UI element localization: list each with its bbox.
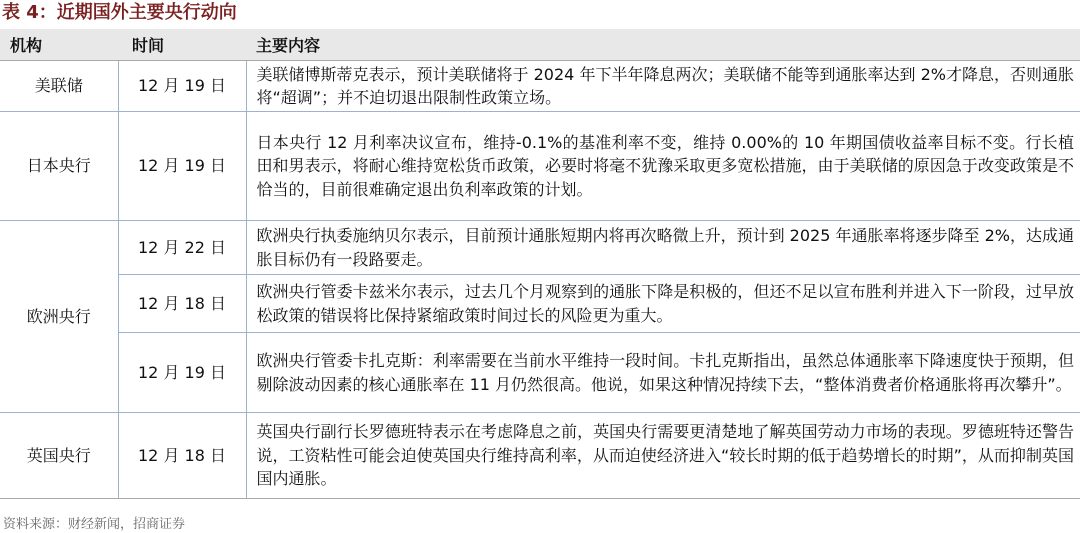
org-cell: 日本央行 [0, 112, 118, 221]
table-row [0, 275, 1080, 333]
content-cell: 欧洲央行管委卡兹米尔表示，过去几个月观察到的通胀下降是积极的，但还不足以宣布胜利并进入下一阶段，过早放松政策的错误将比保持紧缩政策时间过长的风险更为重大。 [246, 275, 1080, 333]
date-cell: 12 月 18 日 [118, 413, 246, 499]
table-header-row [0, 29, 1080, 61]
org-cell: 英国央行 [0, 413, 118, 499]
table-row [0, 221, 1080, 275]
content-cell: 欧洲央行管委卡扎克斯：利率需要在当前水平维持一段时间。卡扎克斯指出，虽然总体通胀率下降速度快于预期，但剔除波动因素的核心通胀率在 11 月仍然很高。他说，如果这种情况持续下去，“整体消费者价格通胀将再次攀升”。 [246, 333, 1080, 413]
content-cell: 欧洲央行执委施纳贝尔表示，目前预计通胀短期内将再次略微上升，预计到 2025 年通胀率将逐步降至 2%，达成通胀目标仍有一段路要走。 [246, 221, 1080, 275]
central-bank-table [0, 29, 1080, 499]
table-row [0, 413, 1080, 499]
date-cell: 12 月 18 日 [118, 275, 246, 333]
header-content: 主要内容 [246, 29, 1080, 61]
table-row [0, 112, 1080, 221]
date-cell: 12 月 19 日 [118, 112, 246, 221]
content-cell: 日本央行 12 月利率决议宣布，维持-0.1%的基准利率不变，维持 0.00%的 10 年期国债收益率目标不变。行长植田和男表示，将耐心维持宽松货币政策，必要时将毫不犹豫采取更多宽松措施，由于美联储的原因急于改变政策是不恰当的，目前很难确定退出负利率政策的计划。 [246, 112, 1080, 221]
date-cell: 12 月 19 日 [118, 333, 246, 413]
date-cell: 12 月 19 日 [118, 61, 246, 112]
header-date: 时间 [118, 29, 246, 61]
table-title: 表 4：近期国外主要央行动向 [2, 2, 237, 23]
content-cell: 美联储博斯蒂克表示，预计美联储将于 2024 年下半年降息两次；美联储不能等到通胀率达到 2%才降息，否则通胀将“超调”；并不迫切退出限制性政策立场。 [246, 61, 1080, 112]
header-org: 机构 [0, 29, 118, 61]
source-note: 资料来源：财经新闻，招商证券 [3, 517, 186, 532]
org-cell: 欧洲央行 [0, 221, 118, 413]
table-row [0, 61, 1080, 112]
date-cell: 12 月 22 日 [118, 221, 246, 275]
table-row [0, 333, 1080, 413]
org-cell: 美联储 [0, 61, 118, 112]
content-cell: 英国央行副行长罗德班特表示在考虑降息之前，英国央行需要更清楚地了解英国劳动力市场的表现。罗德班特还警告说，工资粘性可能会迫使英国央行维持高利率，从而迫使经济进入“较长时期的低于趋势增长的时期”，从而抑制英国国内通胀。 [246, 413, 1080, 499]
